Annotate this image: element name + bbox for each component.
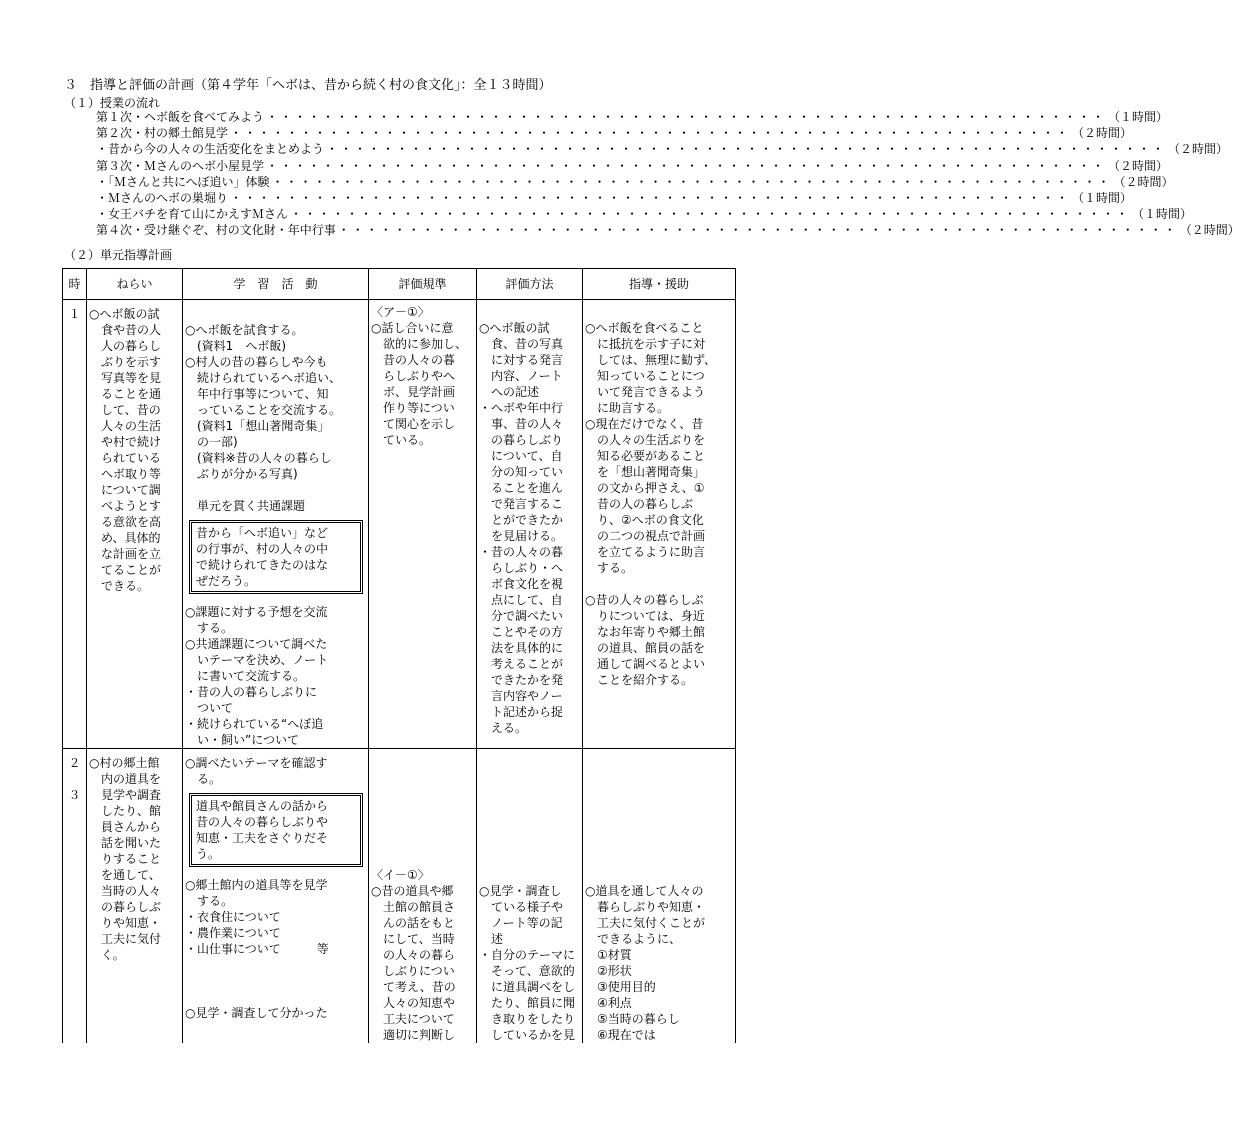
text-line: べようとす	[89, 499, 162, 513]
table-row	[63, 749, 736, 1044]
text-line: ている。	[371, 433, 432, 447]
text-line: 暮らしぶりや知恵・	[585, 900, 706, 914]
text-line: ○へボ飯の試	[89, 307, 160, 321]
text-line: える。	[479, 721, 528, 735]
text-line: する。	[185, 894, 234, 908]
text-line: ・自分のテーマに	[479, 948, 576, 962]
text-line: 点にして、自	[479, 593, 563, 607]
text-line: 内の道具を	[89, 772, 162, 786]
text-line: とができたか	[479, 513, 564, 527]
text-line: にして、当時	[371, 932, 455, 946]
text-line: り、②へボの食文化	[585, 513, 704, 527]
text-line: ト記述から捉	[479, 705, 564, 719]
text-line: に道具調べをし	[479, 980, 576, 994]
text-line: ・衣食住について	[185, 910, 281, 924]
flow-activity-text: ・村の郷土館見学	[132, 126, 229, 141]
subsection-title-flow: （１）授業の流れ	[64, 96, 161, 110]
text-line: ボ食文化を視	[479, 577, 564, 591]
flow-stage-label: 第４次	[96, 223, 133, 238]
text-line: する。	[185, 621, 234, 635]
text-line: 〈ア－①〉	[371, 305, 430, 319]
text-line: りについては、身近	[585, 609, 705, 623]
activity-lines	[185, 877, 366, 1021]
cell-activity	[183, 749, 369, 1044]
text-line: ①材質	[585, 948, 632, 962]
text-line: しているかを見	[479, 1028, 576, 1042]
flow-activity-text: ・「Ｍさんと共にへぼ追い」体験	[96, 174, 270, 189]
flow-hours: （２時間）	[1113, 174, 1174, 189]
text-line: できたかを発	[479, 673, 564, 687]
header-criteria: 評価規準	[369, 269, 477, 300]
flow-item	[96, 207, 1193, 223]
cell-support	[583, 749, 736, 1044]
text-line: りや知恵・	[89, 916, 162, 930]
text-line: の人々の暮ら	[371, 948, 456, 962]
text-line: 員さんから	[89, 820, 162, 834]
flow-activity-text: ・Ｍさんのへボ小屋見学	[132, 158, 265, 173]
text-line: への記述	[479, 385, 540, 399]
cell-support	[583, 300, 736, 749]
flow-item	[96, 223, 1240, 239]
text-line: 述	[479, 932, 504, 946]
text-line: 人々の知恵や	[371, 996, 456, 1010]
text-line: られている	[89, 451, 162, 465]
text-line	[585, 576, 733, 592]
flow-activity-text: ・女王バチを育て山にかえすＭさん	[96, 207, 289, 222]
cell-criteria	[369, 300, 477, 749]
text-line: ○話し合いに意	[371, 321, 454, 335]
text-line: る。	[185, 772, 222, 786]
flow-stage-label: 第２次	[96, 126, 133, 141]
table-row	[63, 300, 736, 749]
text-line: んの話をもと	[371, 916, 456, 930]
text-line: 単元を貫く共通課題	[185, 499, 306, 513]
text-line: ○道具を通して人々の	[585, 884, 704, 898]
text-line: に助言する。	[585, 401, 670, 415]
text-line: したり、館	[89, 804, 162, 818]
header-method: 評価方法	[477, 269, 583, 300]
flow-item	[96, 110, 1169, 126]
text-line: 昔から「へボ追い」など	[196, 526, 329, 540]
text-line: き取りをしたり	[479, 1012, 576, 1026]
flow-leader-dots: ・・・・・・・・・・・・・・・・・・・・・・・・・・・・・・・・・・・・・・・・・・・・・・・・・・・・・・・・・・・・	[230, 190, 1071, 205]
common-task-box	[189, 520, 363, 594]
text-line: ３	[68, 788, 81, 802]
header-activity: 学 習 活 動	[183, 269, 369, 300]
text-line: して、昔の	[89, 403, 161, 417]
cell-criteria	[369, 749, 477, 1044]
text-line: について、自	[479, 449, 563, 463]
text-line: 〈イ－①〉	[371, 868, 430, 882]
text-line: ぶりを示す	[89, 355, 162, 369]
text-line: ついて	[185, 701, 234, 715]
text-line: ・農作業について	[185, 926, 281, 940]
text-line: しては、無理に勧ず、	[585, 353, 717, 367]
criteria-lines	[371, 867, 474, 1043]
text-line: を「想山著聞奇集」	[585, 465, 706, 479]
text-line: の文から押さえ、①	[585, 481, 705, 495]
text-line: ○昔の人々の暮らしぶ	[585, 593, 704, 607]
text-line: なお年寄りや郷土館	[585, 625, 706, 639]
text-line: の暮らしぶり	[479, 433, 564, 447]
text-line: 人々の生活	[89, 419, 162, 433]
text-line: ・山仕事について 等	[185, 942, 329, 956]
text-line: う。	[196, 847, 221, 861]
text-line: ○見学・調査し	[479, 884, 562, 898]
text-line: や村で続け	[89, 435, 162, 449]
text-line: ○昔の道具や郷	[371, 884, 454, 898]
text-line: の道具、館員の話を	[585, 641, 706, 655]
text-line: について調	[89, 483, 161, 497]
text-line: に対する発言	[479, 353, 564, 367]
text-line: て関心を示し	[371, 417, 456, 431]
text-line: ボ、見学計画	[371, 385, 456, 399]
text-line: 工夫について	[371, 1012, 455, 1026]
text-line: する。	[585, 561, 634, 575]
box-lines	[196, 525, 356, 589]
flow-item	[96, 174, 1174, 191]
text-line: 分の知ってい	[479, 465, 564, 479]
text-line	[65, 771, 84, 787]
support-lines	[585, 304, 733, 688]
text-line: 言内容やノー	[479, 689, 563, 703]
flow-leader-dots: ・・・・・・・・・・・・・・・・・・・・・・・・・・・・・・・・・・・・・・・・・・・・・・・・・・・・・・・・・・・・	[266, 158, 1107, 173]
method-lines	[479, 304, 580, 736]
text-line: ・昔の人々の暮	[479, 545, 564, 559]
text-line: １	[68, 307, 81, 321]
text-line: りすること	[89, 852, 162, 866]
text-line: そって、意欲的	[479, 964, 575, 978]
text-line: ○見学・調査して分かった	[185, 1006, 328, 1020]
cell-time	[63, 749, 87, 1044]
text-line: 人の暮らし	[89, 339, 162, 353]
text-line: 内容、ノート	[479, 369, 563, 383]
flow-item	[96, 142, 1229, 158]
flow-item	[96, 158, 1169, 175]
text-line	[185, 973, 366, 989]
cell-method	[477, 300, 583, 749]
text-line: 知っていることにつ	[585, 369, 705, 383]
text-line: 工夫に気付	[89, 932, 162, 946]
text-line: く。	[89, 948, 125, 962]
text-line: 食、昔の写真	[479, 337, 564, 351]
flow-hours: （１時間）	[1072, 190, 1133, 205]
subsection-title-plan: （２）単元指導計画	[64, 248, 173, 262]
text-line: いテーマを決め、ノート	[185, 653, 329, 667]
flow-leader-dots: ・・・・・・・・・・・・・・・・・・・・・・・・・・・・・・・・・・・・・・・・・・・・・・・・・・・・・・・・・・・・	[266, 110, 1107, 124]
flow-hours: （２時間）	[1108, 158, 1169, 173]
text-line: ことを紹介する。	[585, 673, 694, 687]
text-line: 道具や館員さんの話から	[196, 799, 329, 813]
text-line: る意欲を高	[89, 515, 162, 529]
text-line: しぶりについ	[371, 964, 455, 978]
text-line: らしぶり・へ	[479, 561, 564, 575]
text-line: ノート等の記	[479, 916, 563, 930]
header-support: 指導・援助	[583, 269, 736, 300]
text-line: の二つの視点で計画	[585, 529, 706, 543]
text-line: ○へボ飯を試食する。	[185, 323, 304, 337]
text-line: ２	[68, 756, 81, 770]
time-lines	[65, 755, 84, 803]
text-line: で発言するこ	[479, 497, 564, 511]
text-line: 法を具体的に	[479, 641, 564, 655]
text-line: て考え、昔の	[371, 980, 456, 994]
flow-item	[96, 126, 1133, 142]
text-line: 年中行事等について、知	[185, 387, 329, 401]
text-line: 話を聞いた	[89, 836, 162, 850]
method-lines	[479, 883, 580, 1043]
criteria-lines	[371, 304, 474, 448]
text-line	[479, 304, 580, 320]
text-line: ○現在だけでなく、昔	[585, 417, 704, 431]
text-line: 見学や調査	[89, 788, 162, 802]
text-line: ことやその方	[479, 625, 564, 639]
text-line: ることを通	[89, 387, 162, 401]
text-line: 通して調べるとよい	[585, 657, 706, 671]
flow-item	[96, 190, 1133, 207]
text-line: ○村の郷土館	[89, 756, 160, 770]
text-line: の暮らしぶ	[89, 900, 162, 914]
text-line: ・へボや年中行	[479, 401, 564, 415]
text-line: ○課題に対する予想を交流	[185, 605, 328, 619]
text-line	[185, 989, 366, 1005]
common-task-box	[189, 793, 363, 867]
cell-aim	[87, 749, 183, 1044]
text-line	[185, 957, 366, 973]
text-line: の一部)	[185, 435, 238, 449]
text-line: ②形状	[585, 964, 632, 978]
text-line: な計画を立	[89, 547, 162, 561]
text-line: てることが	[89, 563, 162, 577]
cell-method	[477, 749, 583, 1044]
text-line: ○へボ飯の試	[479, 321, 550, 335]
text-line: ぜだろう。	[196, 574, 257, 588]
text-line: 欲的に参加し、	[371, 337, 468, 351]
text-line: め、具体的	[89, 531, 161, 545]
text-line: 続けられているへボ追い、	[185, 371, 342, 385]
flow-hours: （１時間）	[1108, 110, 1169, 124]
flow-activity-text: ・受け継ぐぞ、村の文化財・年中行事	[132, 223, 336, 238]
flow-stage-label: 第１次	[96, 110, 133, 124]
text-line: の行事が、村の人々の中	[196, 542, 329, 556]
text-line: ○村人の昔の暮らしや今も	[185, 355, 328, 369]
text-line	[585, 304, 733, 320]
text-line: 作り等につい	[371, 401, 455, 415]
text-line: (資料1 へボ飯)	[185, 339, 286, 353]
flow-stage-label: 第３次	[96, 158, 133, 173]
text-line: の人々の生活ぶりを	[585, 433, 706, 447]
lesson-flow-list	[96, 110, 1240, 240]
flow-leader-dots: ・・・・・・・・・・・・・・・・・・・・・・・・・・・・・・・・・・・・・・・・・・・・・・・・・・・・・・・・・・・・	[326, 142, 1167, 157]
text-line: 考えることが	[479, 657, 564, 671]
text-line: できる。	[89, 579, 150, 593]
support-lines	[585, 883, 733, 1043]
text-line: ⑤当時の暮らし	[585, 1012, 680, 1026]
text-line: ている様子や	[479, 900, 564, 914]
aim-lines	[89, 755, 180, 963]
text-line: で続けられてきたのはな	[196, 558, 329, 572]
text-line: (資料1「想山著聞奇集」	[185, 419, 330, 433]
flow-leader-dots: ・・・・・・・・・・・・・・・・・・・・・・・・・・・・・・・・・・・・・・・・・・・・・・・・・・・・・・・・・・・・	[337, 223, 1178, 238]
text-line: い・飼い”について	[185, 733, 299, 747]
text-line: 知る必要があること	[585, 449, 706, 463]
text-line: 昔の人々の暮らしぶりや	[196, 815, 329, 829]
text-line: ○調べたいテーマを確認す	[185, 756, 328, 770]
text-line: 工夫に気付くことが	[585, 916, 706, 930]
time-lines	[65, 306, 84, 322]
text-line: 分で調べたい	[479, 609, 564, 623]
cell-activity	[183, 300, 369, 749]
text-line: ○共通課題について調べた	[185, 637, 328, 651]
flow-hours: （２時間）	[1168, 142, 1229, 157]
text-line: 土館の館員さ	[371, 900, 456, 914]
text-line: いて発言できるよう	[585, 385, 706, 399]
aim-lines	[89, 306, 180, 594]
text-line: (資料※昔の人々の暮らし	[185, 451, 332, 465]
text-line: ・続けられている“へぼ追	[185, 717, 324, 731]
text-line: っていることを交流する。	[185, 403, 342, 417]
text-line: ④利点	[585, 996, 632, 1010]
text-line: 写真等を見	[89, 371, 162, 385]
text-line: ・昔の人の暮らしぶりに	[185, 685, 318, 699]
table-header-row	[63, 269, 736, 300]
activity-lines	[185, 306, 366, 514]
text-line: に抵抗を示す子に対	[585, 337, 706, 351]
text-line: ⑥現在では	[585, 1028, 656, 1042]
unit-plan-table	[62, 268, 736, 1043]
flow-activity-text: ・ヘボ飯を食べてみよう	[132, 110, 265, 124]
text-line: 昔の人の暮らしぶ	[585, 497, 694, 511]
text-line: 当時の人々	[89, 884, 162, 898]
text-line: ③使用目的	[585, 980, 656, 994]
header-time: 時	[63, 269, 87, 300]
text-line: ることを進ん	[479, 481, 564, 495]
flow-hours: （２時間）	[1179, 223, 1240, 238]
activity-lines	[185, 755, 366, 787]
text-line: を立てるように助言	[585, 545, 706, 559]
text-line: らしぶりやへ	[371, 369, 456, 383]
box-lines	[196, 798, 356, 862]
text-line	[185, 306, 366, 322]
text-line: 知恵・工夫をさぐりだそ	[196, 831, 329, 845]
cell-aim	[87, 300, 183, 749]
text-line: たり、館員に聞	[479, 996, 576, 1010]
flow-activity-text: ・Ｍさんのへボの巣堀り	[96, 190, 229, 205]
text-line: 食や昔の人	[89, 323, 162, 337]
flow-hours: （２時間）	[1072, 126, 1133, 141]
flow-activity-text: ・昔から今の人々の生活変化をまとめよう	[96, 142, 325, 157]
cell-time	[63, 300, 87, 749]
flow-leader-dots: ・・・・・・・・・・・・・・・・・・・・・・・・・・・・・・・・・・・・・・・・・・・・・・・・・・・・・・・・・・・・	[290, 207, 1131, 222]
text-line: を通して、	[89, 868, 161, 882]
header-aim: ねらい	[87, 269, 183, 300]
activity-lines	[185, 604, 366, 748]
text-line: 適切に判断し	[371, 1028, 456, 1042]
text-line: に書いて交流する。	[185, 669, 306, 683]
text-line: ○へボ飯を食べること	[585, 321, 704, 335]
text-line: ○郷土館内の道具等を見学	[185, 878, 328, 892]
section-heading: ３ 指導と評価の計画（第４学年「ヘボは、昔から続く村の食文化」：全１３時間）	[64, 78, 552, 93]
text-line: を見届ける。	[479, 529, 564, 543]
text-line: へボ取り等	[89, 467, 162, 481]
flow-leader-dots: ・・・・・・・・・・・・・・・・・・・・・・・・・・・・・・・・・・・・・・・・・・・・・・・・・・・・・・・・・・・・	[271, 174, 1112, 189]
flow-leader-dots: ・・・・・・・・・・・・・・・・・・・・・・・・・・・・・・・・・・・・・・・・・・・・・・・・・・・・・・・・・・・・	[230, 126, 1071, 141]
text-line	[185, 482, 366, 498]
text-line: できるように、	[585, 932, 682, 946]
text-line: ぶりが分かる写真)	[185, 467, 298, 481]
text-line: 昔の人々の暮	[371, 353, 456, 367]
flow-hours: （１時間）	[1132, 207, 1193, 222]
text-line: 事、昔の人々	[479, 417, 564, 431]
